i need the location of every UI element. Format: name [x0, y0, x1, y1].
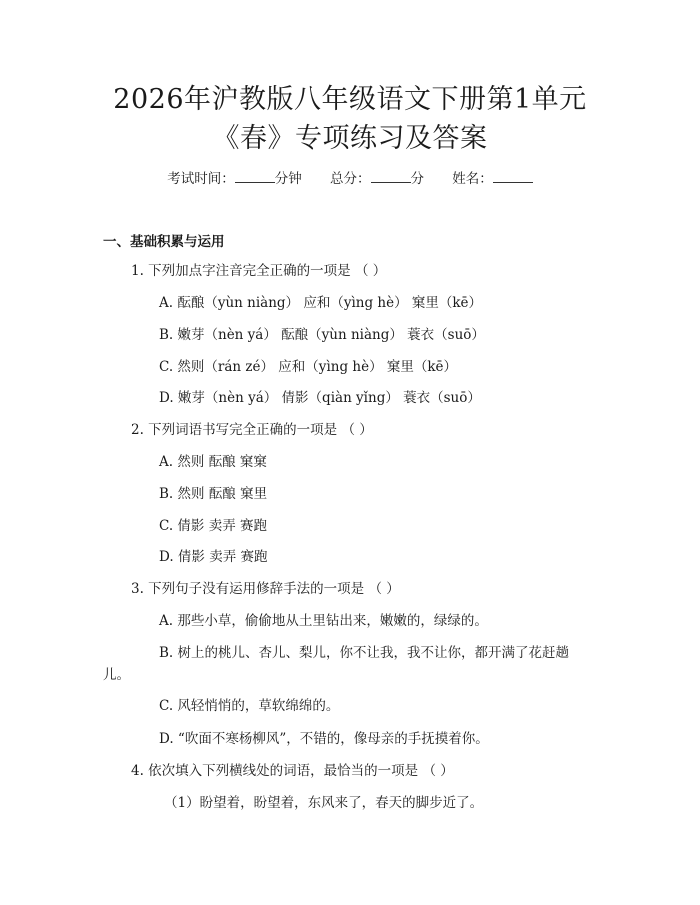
exam-name	[452, 171, 533, 187]
section-title: 一、基础积累与运用	[103, 234, 225, 250]
question-4-stem: 4. 依次填入下列横线处的词语，最恰当的一项是 （ ）	[131, 763, 454, 779]
question-1-option-c: C. 然则（rán zé） 应和（yìng hè） 窠里（kē）	[159, 359, 458, 375]
question-3-option-a: A. 那些小草，偷偷地从土里钻出来，嫩嫩的，绿绿的。	[159, 613, 488, 629]
question-3-option-c: C. 风轻悄悄的，草软绵绵的。	[159, 698, 340, 714]
question-2-option-c: C. 倩影 卖弄 赛跑	[159, 518, 268, 534]
exam-score-blank	[371, 170, 411, 183]
exam-name-label: 姓名：	[452, 171, 493, 187]
exam-score-unit: 分	[410, 171, 424, 187]
exam-score-label: 总分：	[330, 171, 371, 187]
question-1-option-b: B. 嫩芽（nèn yá） 酝酿（yùn niàng） 蓑衣（suō）	[159, 327, 485, 343]
exam-time-unit: 分钟	[274, 171, 302, 187]
question-4-sub-1: （1）盼望着，盼望着，东风来了，春天的脚步近了。	[164, 795, 484, 811]
exam-name-blank	[493, 170, 533, 183]
exam-time	[167, 171, 306, 187]
exam-time-blank	[235, 170, 275, 183]
document-title-line1: 2026年沪教版八年级语文下册第1单元	[113, 84, 587, 115]
question-3-stem: 3. 下列句子没有运用修辞手法的一项是 （ ）	[131, 581, 400, 597]
exam-time-label: 考试时间：	[167, 171, 235, 187]
question-1-option-d: D. 嫩芽（nèn yá） 倩影（qiàn yǐng） 蓑衣（suō）	[159, 390, 481, 406]
question-1-option-a: A. 酝酿（yùn niàng） 应和（yìng hè） 窠里（kē）	[159, 295, 483, 311]
question-2-option-d: D. 倩影 卖弄 赛跑	[159, 549, 268, 565]
question-1-stem: 1. 下列加点字注音完全正确的一项是 （ ）	[131, 263, 387, 279]
exam-score	[330, 171, 428, 187]
question-3-option-b-continued: 儿。	[103, 667, 130, 683]
document-title-line2: 《春》专项练习及答案	[212, 123, 488, 154]
question-3-option-b: B. 树上的桃儿、杏儿、梨儿，你不让我，我不让你，都开满了花赶趟	[159, 645, 570, 661]
question-3-option-d: D. “吹面不寒杨柳风”，不错的，像母亲的手抚摸着你。	[159, 731, 489, 747]
exam-info	[0, 170, 700, 188]
question-2-stem: 2. 下列词语书写完全正确的一项是 （ ）	[131, 422, 373, 438]
question-2-option-a: A. 然则 酝酿 窠窠	[159, 454, 267, 470]
question-2-option-b: B. 然则 酝酿 窠里	[159, 486, 268, 502]
